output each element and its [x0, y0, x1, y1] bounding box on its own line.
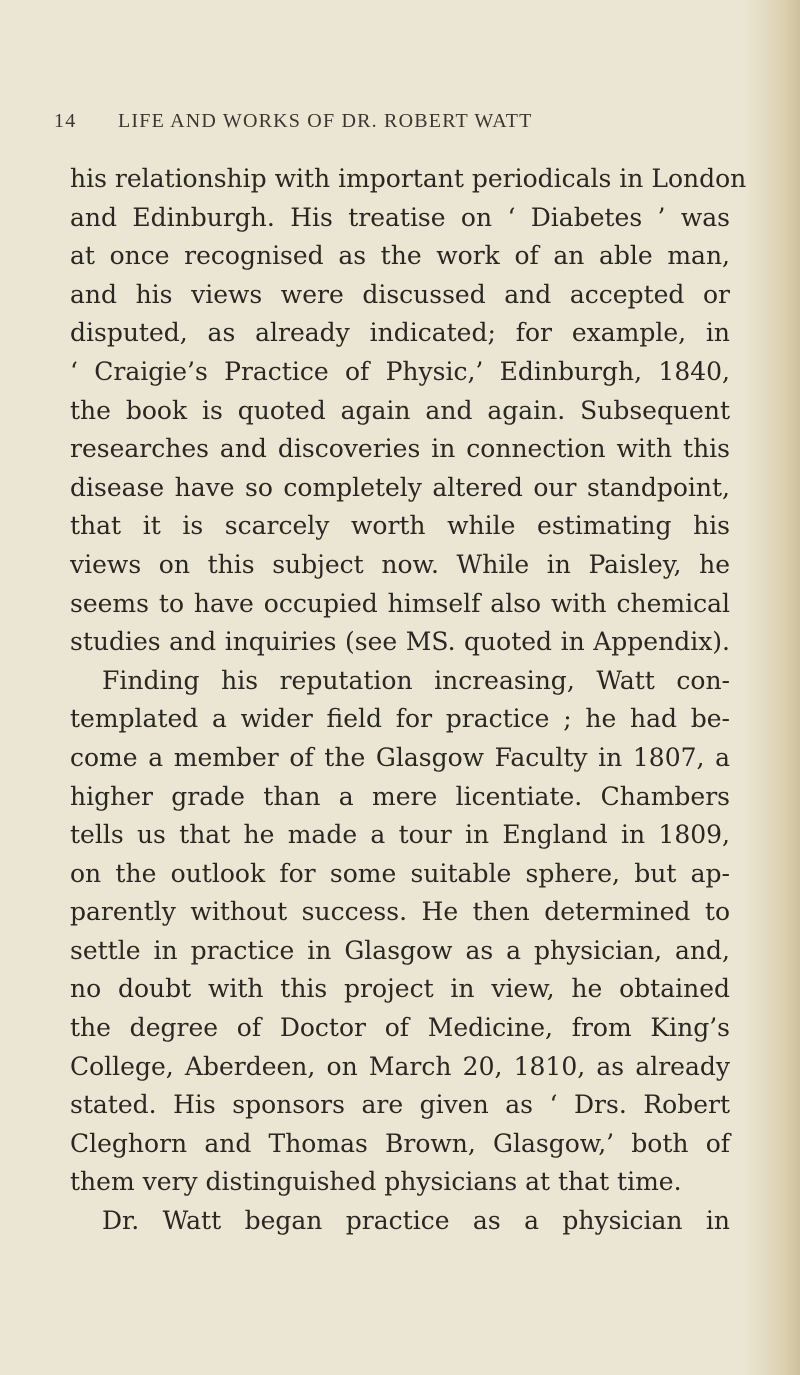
- text-line: seems to have occupied himself also with chemical: [70, 588, 730, 618]
- text-line: higher grade than a mere licentiate. Chambers: [70, 781, 730, 811]
- text-line: Cleghorn and Thomas Brown, Glasgow,’ both of: [70, 1128, 730, 1158]
- page-number: 14: [54, 110, 77, 132]
- text-line: his relationship with important periodicals in London: [70, 164, 747, 193]
- text-line: the degree of Doctor of Medicine, from King’s: [70, 1013, 730, 1043]
- text-line: and his views were discussed and accepted or: [70, 279, 730, 309]
- paragraph-end-line: them very distinguished physicians at that time.: [70, 1167, 682, 1197]
- text-line: researches and discoveries in connection with this: [70, 434, 730, 464]
- text-line: come a member of the Glasgow Faculty in 1807, a: [70, 742, 730, 772]
- text-line: no doubt with this project in view, he obtained: [70, 974, 730, 1004]
- running-head: [54, 110, 744, 140]
- text-line: that it is scarcely worth while estimating his: [70, 511, 730, 541]
- paragraph-start-line: Dr. Watt began practice as a physician in: [102, 1206, 730, 1236]
- text-line: parently without success. He then determined to: [70, 897, 730, 927]
- paragraph-start-line: Finding his reputation increasing, Watt con-: [102, 665, 730, 695]
- text-line: tells us that he made a tour in England in 1809,: [70, 820, 730, 850]
- text-line: disputed, as already indicated; for example, in: [70, 318, 730, 348]
- text-line: views on this subject now. While in Paisley, he: [70, 549, 730, 579]
- text-line: on the outlook for some suitable sphere, but ap-: [70, 858, 730, 888]
- text-line: at once recognised as the work of an able man,: [70, 241, 730, 271]
- text-line: stated. His sponsors are given as ‘ Drs. Robert: [70, 1090, 730, 1120]
- text-line: disease have so completely altered our standpoint,: [70, 472, 730, 502]
- text-line: ‘ Craigie’s Practice of Physic,’ Edinburgh, 1840,: [70, 356, 730, 386]
- text-line: College, Aberdeen, on March 20, 1810, as already: [70, 1051, 730, 1081]
- body-text: [70, 160, 747, 1241]
- running-title: LIFE AND WORKS OF DR. ROBERT WATT: [118, 110, 533, 132]
- text-line: studies and inquiries (see MS. quoted in Appendix).: [70, 627, 730, 657]
- text-line: templated a wider field for practice ; he had be-: [70, 704, 730, 734]
- text-line: the book is quoted again and again. Subsequent: [70, 395, 730, 425]
- text-line: settle in practice in Glasgow as a physician, and,: [70, 935, 730, 965]
- text-line: and Edinburgh. His treatise on ‘ Diabetes ’ was: [70, 202, 730, 232]
